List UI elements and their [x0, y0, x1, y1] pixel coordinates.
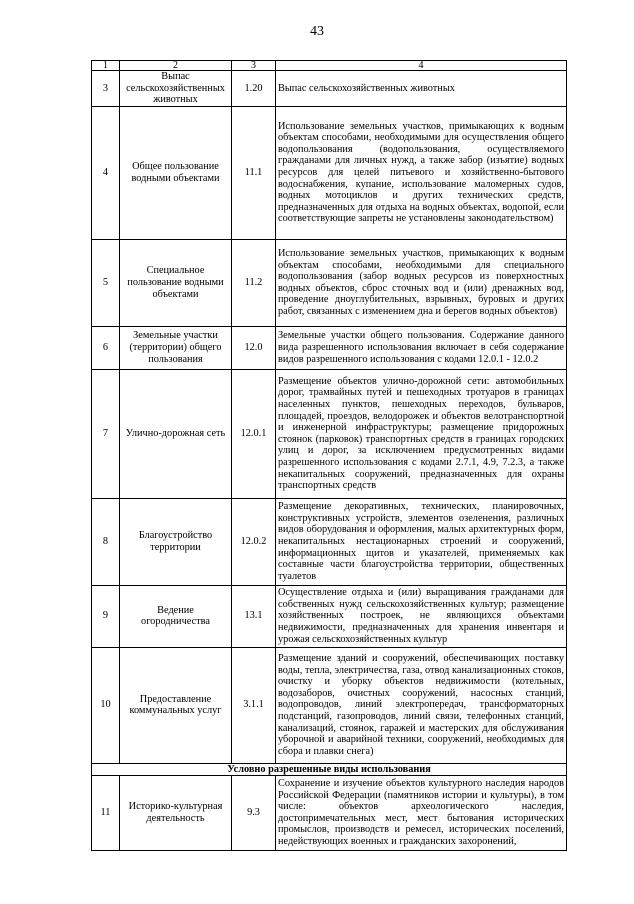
row-number: 11 — [92, 775, 120, 850]
row-number: 4 — [92, 106, 120, 239]
table-row — [92, 106, 567, 239]
header-cell-3: 3 — [232, 61, 276, 71]
use-name: Земельные участки (территории) общего пользования — [120, 326, 232, 369]
row-number: 9 — [92, 585, 120, 647]
header-cell-1: 1 — [92, 61, 120, 71]
header-cell-4: 4 — [276, 61, 567, 71]
row-number: 10 — [92, 647, 120, 763]
row-number: 5 — [92, 239, 120, 326]
section-header-row — [92, 763, 567, 775]
use-name: Благоустройство территории — [120, 498, 232, 585]
use-code: 11.1 — [232, 106, 276, 239]
permitted-use-table — [91, 60, 567, 851]
use-code: 13.1 — [232, 585, 276, 647]
table-row — [92, 647, 567, 763]
use-description: Использование земельных участков, примыкающих к водным объектам способами, необходимыми для специального водопользования (забор водных ресурсов из поверхностных водных объектов, сброс сточных вод и (или) дренажных вод, проведение дноуглубительных, взрывных, буровых и других работ, связанных с изменением дна и берегов водных объектов) — [276, 239, 567, 326]
page-number: 43 — [310, 24, 324, 39]
table-row — [92, 775, 567, 850]
table-row — [92, 326, 567, 369]
use-description: Использование земельных участков, примыкающих к водным объектам способами, необходимыми для осуществления общего водопользования (водопользования, осуществляемого гражданами для личных нужд, а также забор (изъятие) водных ресурсов для целей питьевого и хозяйственно-бытового водоснабжения, купание, использование маломерных судов, водных мотоциклов и других технических средств, предназначенных для отдыха на водных объектах, водопой, если соответствующие запреты не установлены законодательством) — [276, 106, 567, 239]
use-code: 11.2 — [232, 239, 276, 326]
row-number: 3 — [92, 71, 120, 107]
use-code: 12.0.2 — [232, 498, 276, 585]
use-code: 1.20 — [232, 71, 276, 107]
use-description: Размещение декоративных, технических, планировочных, конструктивных устройств, элементов озеленения, различных видов оборудования и оформления, малых архитектурных форм, некапитальных нестационарных строений и сооружений, информационных щитов и указателей, применяемых как составные части благоустройства территории, общественных туалетов — [276, 498, 567, 585]
table-row — [92, 369, 567, 498]
use-name: Специальное пользование водными объектами — [120, 239, 232, 326]
use-description: Размещение зданий и сооружений, обеспечивающих поставку воды, тепла, электричества, газа, отвод канализационных стоков, очистку и уборку объектов недвижимости (котельных, водозаборов, очистных сооружений, насосных станций, водопроводов, линий электропередач, трансформаторных подстанций, газопроводов, линий связи, телефонных станций, канализаций, стоянок, гаражей и мастерских для обслуживания уборочной и аварийной техники, сооружений, необходимых для сбора и плавки снега) — [276, 647, 567, 763]
row-number: 7 — [92, 369, 120, 498]
use-name: Предоставление коммунальных услуг — [120, 647, 232, 763]
table-row — [92, 71, 567, 107]
table-row — [92, 585, 567, 647]
use-code: 9.3 — [232, 775, 276, 850]
use-description: Сохранение и изучение объектов культурного наследия народов Российской Федерации (памятников истории и культуры), в том числе: объектов археологического наследия, достопримечательных мест, мест бытования исторических промыслов, производств и ремесел, исторических поселений, недействующих военных и гражданских захоронений, — [276, 775, 567, 850]
use-name: Ведение огородничества — [120, 585, 232, 647]
use-description: Выпас сельскохозяйственных животных — [276, 71, 567, 107]
row-number: 8 — [92, 498, 120, 585]
use-name: Историко-культурная деятельность — [120, 775, 232, 850]
use-code: 12.0.1 — [232, 369, 276, 498]
use-description: Осуществление отдыха и (или) выращивания гражданами для собственных нужд сельскохозяйственных культур; размещение хозяйственных построек, не являющихся объектами недвижимости, предназначенных для хранения инвентаря и урожая сельскохозяйственных культур — [276, 585, 567, 647]
header-cell-2: 2 — [120, 61, 232, 71]
use-name: Выпас сельскохозяйственных животных — [120, 71, 232, 107]
table-row — [92, 239, 567, 326]
table-header-row — [92, 61, 567, 71]
use-code: 3.1.1 — [232, 647, 276, 763]
section-title: Условно разрешенные виды использования — [92, 763, 567, 775]
use-name: Улично-дорожная сеть — [120, 369, 232, 498]
use-code: 12.0 — [232, 326, 276, 369]
table-row — [92, 498, 567, 585]
use-description: Размещение объектов улично-дорожной сети: автомобильных дорог, трамвайных путей и пешеходных тротуаров в границах населенных пунктов, пешеходных переходов, бульваров, площадей, проездов, велодорожек и объектов велотранспортной и инженерной инфраструктуры; размещение придорожных стоянок (парковок) транспортных средств в границах городских улиц и дорог, за исключением предусмотренных видами разрешенного использования с кодами 2.7.1, 4.9, 7.2.3, а также некапитальных сооружений, предназначенных для охраны транспортных средств — [276, 369, 567, 498]
row-number: 6 — [92, 326, 120, 369]
use-name: Общее пользование водными объектами — [120, 106, 232, 239]
use-description: Земельные участки общего пользования. Содержание данного вида разрешенного использования включает в себя содержание видов разрешенного использования с кодами 12.0.1 - 12.0.2 — [276, 326, 567, 369]
